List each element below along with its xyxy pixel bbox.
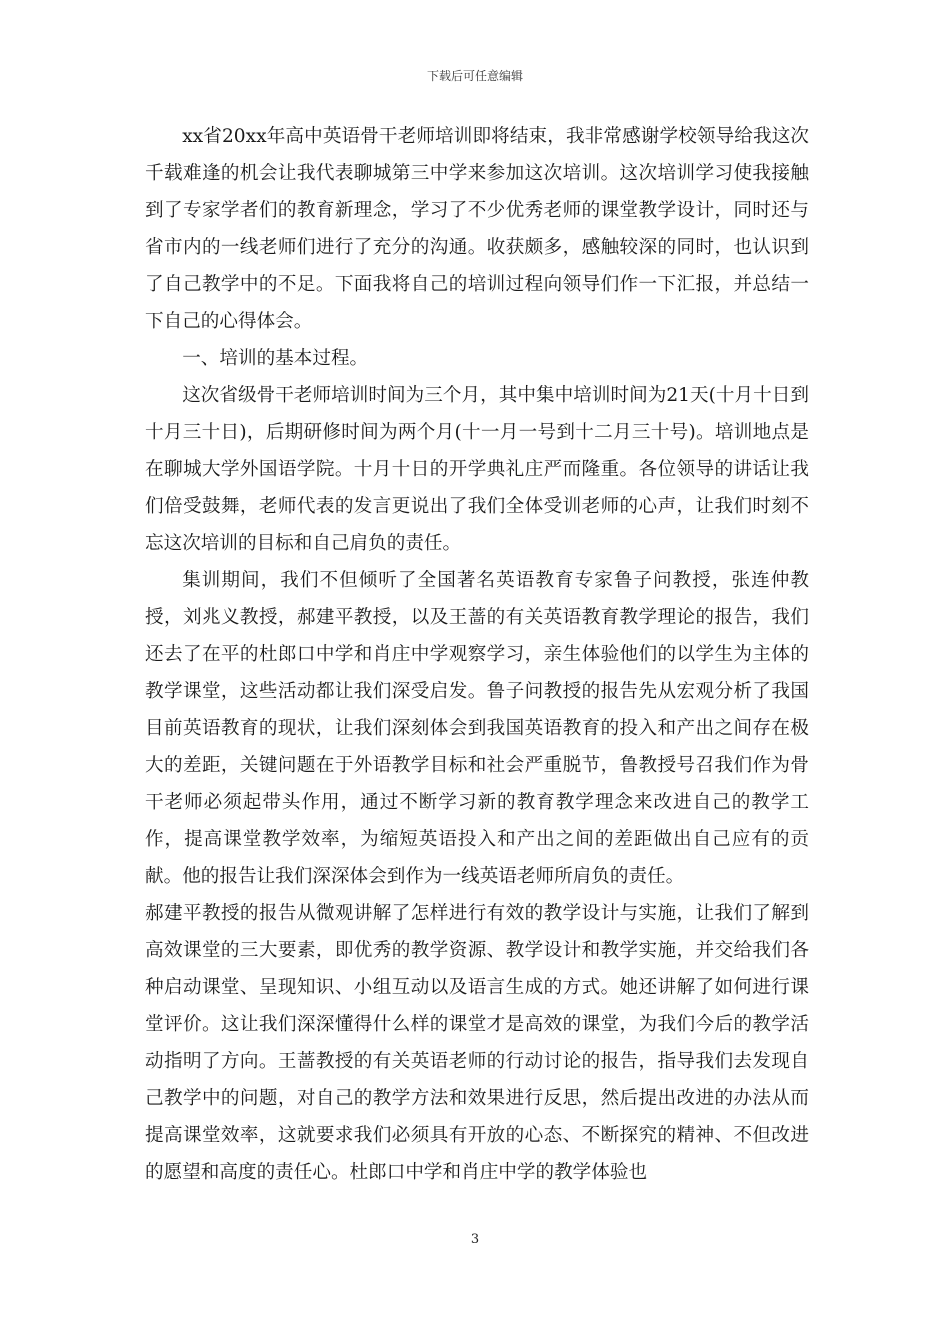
paragraph-hao-jianping-report: 郝建平教授的报告从微观讲解了怎样进行有效的教学设计与实施，让我们了解到高效课堂的三大要素，即优秀的教学资源、教学设计和教学实施，并交给我们各种启动课堂、呈现知识、小组互动以及语言生成的方式。她还讲解了如何进行课堂评价。这让我们深深懂得什么样的课堂才是高效的课堂，为我们今后的教学活动指明了方向。王蔷教授的有关英语老师的行动讨论的报告，指导我们去发现自己教学中的问题，对自己的教学方法和效果进行反思，然后提出改进的办法从而提高课堂效率，这就要求我们必须具有开放的心态、不断探究的精神、不但改进的愿望和高度的责任心。杜郎口中学和肖庄中学的教学体验也	[145, 903, 809, 1183]
paragraph-intro: xx省20xx年高中英语骨干老师培训即将结束，我非常感谢学校领导给我这次千载难逢的机会让我代表聊城第三中学来参加这次培训。这次培训学习使我接触到了专家学者们的教育新理念，学习了不少优秀老师的课堂教学设计，同时还与省市内的一线老师们进行了充分的沟通。收获颇多，感触较深的同时，也认识到了自己教学中的不足。下面我将自己的培训过程向领导们作一下汇报，并总结一下自己的心得体会。	[145, 126, 809, 332]
paragraph-training-activities: 集训期间，我们不但倾听了全国著名英语教育专家鲁子问教授，张连仲教授，刘兆义教授，郝建平教授，以及王蔷的有关英语教育教学理论的报告，我们还去了在平的杜郎口中学和肖庄中学观察学习，亲生体验他们的以学生为主体的教学课堂，这些活动都让我们深受启发。鲁子问教授的报告先从宏观分析了我国目前英语教育的现状，让我们深刻体会到我国英语教育的投入和产出之间存在极大的差距，关键问题在于外语教学目标和社会严重脱节，鲁教授号召我们作为骨干老师必须起带头作用，通过不断学习新的教育教学理念来改进自己的教学工作，提高课堂教学效率，为缩短英语投入和产出之间的差距做出自己应有的贡献。他的报告让我们深深体会到作为一线英语老师所肩负的责任。	[145, 570, 809, 887]
page-number: 3	[470, 1232, 480, 1247]
section-heading-training-process: 一、培训的基本过程。	[182, 348, 369, 369]
page-header: 下载后可任意编辑	[426, 69, 523, 83]
document-body	[145, 118, 809, 1191]
paragraph-training-schedule: 这次省级骨干老师培训时间为三个月，其中集中培训时间为21天(十月十日到十月三十日)，后期研修时间为两个月(十一月一号到十二月三十号)。培训地点是在聊城大学外国语学院。十月十日的开学典礼庄严而隆重。各位领导的讲话让我们倍受鼓舞，老师代表的发言更说出了我们全体受训老师的心声，让我们时刻不忘这次培训的目标和自己肩负的责任。	[145, 385, 809, 554]
